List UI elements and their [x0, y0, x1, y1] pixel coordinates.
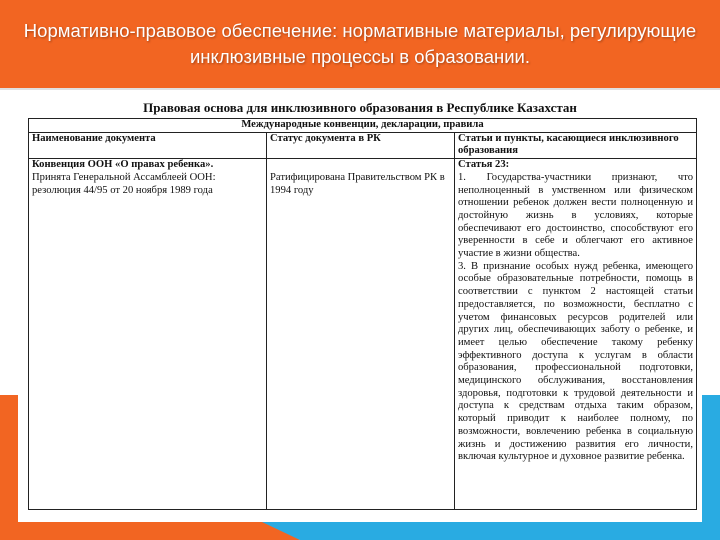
- article-paragraph-3: 3. В признание особых нужд ребенка, имеющего особые образовательные потребности, помощь в соответствии с пунктом 2 настоящей статьи предоставляется, по возможности, бесплатно с учетом финансовых ресурсов родителей или других лиц, обеспечивающих заботу о ребенке, и имеет целью обеспечение такому ребенку эффективного доступа к услугам в области образования, профессиональной подготовки, медицинского обслуживания, восстановления здоровья, подготовки к трудовой деятельности и доступа к средствам отдыха таким образом, который приводит к наиболее полному, по возможности, вовлечению ребенка в социальную жизнь и достижению развития его личности, включая культурное и духовное развитие ребенка.: [458, 260, 693, 463]
- cell-status: [267, 159, 455, 510]
- slide-title: Нормативно-правовое обеспечение: нормативные материалы, регулирующие инклюзивные процессы в образовании.: [23, 20, 697, 67]
- doc-status: Ратифицирована Правительством РК в 1994 году: [270, 171, 445, 196]
- cell-articles: [455, 159, 697, 510]
- decor-left-bar: [0, 395, 18, 540]
- cell-doc-name: [29, 159, 267, 510]
- column-header-row: [29, 132, 697, 158]
- document-page: [18, 96, 702, 522]
- legal-basis-table: [28, 118, 697, 510]
- decor-bottom-orange-band: [0, 522, 300, 540]
- decor-bottom-blue-band: [262, 522, 720, 540]
- document-title: Правовая основа для инклюзивного образования в Республике Казахстан: [143, 100, 577, 115]
- table-row: [29, 159, 697, 510]
- article-paragraph-1: 1. Государства-участники признают, что неполноценный в умственном или физическом отношении ребенок должен вести полноценную и достойную жизнь в условиях, которые обеспечивают его достоинство, способствуют его уверенности в себе и облегчают его активное участие в жизни общества.: [458, 171, 693, 260]
- doc-detail: Принята Генеральной Ассамблеей ООН: резолюция 44/95 от 20 ноября 1989 года: [32, 171, 216, 196]
- section-header: Международные конвенции, декларации, правила: [29, 119, 697, 133]
- slide-header: [0, 0, 720, 90]
- section-header-row: [29, 119, 697, 133]
- decor-right-bar: [702, 395, 720, 540]
- column-header-doc-name: Наименование документа: [29, 132, 267, 158]
- article-title: Статья 23:: [458, 159, 510, 171]
- doc-name: Конвенция ООН «О правах ребенка».: [32, 159, 214, 171]
- column-header-articles: Статьи и пункты, касающиеся инклюзивного образования: [455, 132, 697, 158]
- column-header-status: Статус документа в РК: [267, 132, 455, 158]
